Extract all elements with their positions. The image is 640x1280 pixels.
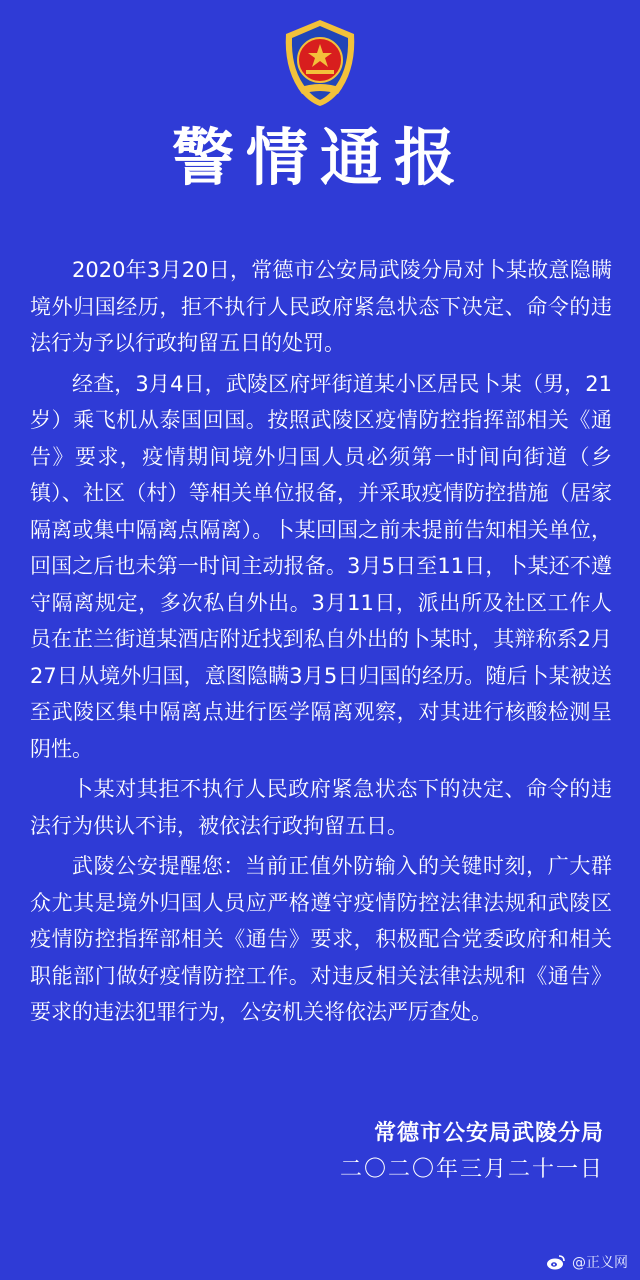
weibo-icon bbox=[546, 1254, 566, 1270]
signature-org: 常德市公安局武陵分局 bbox=[373, 1121, 604, 1146]
watermark-text: @正义网 bbox=[572, 1255, 628, 1271]
signature-block bbox=[340, 1116, 604, 1188]
watermark bbox=[546, 1252, 628, 1272]
paragraph-1: 2020年3月20日，常德市公安局武陵分局对卜某故意隐瞒境外归国经历，拒不执行人民政府紧急状态下决定、命令的违法行为予以行政拘留五日的处罚。 bbox=[30, 258, 612, 355]
signature-date: 二〇二〇年三月二十一日 bbox=[339, 1157, 604, 1182]
notice-body bbox=[30, 252, 612, 1035]
paragraph-3: 卜某对其拒不执行人民政府紧急状态下的决定、命令的违法行为供认不讳，被依法行政拘留五日。 bbox=[30, 777, 612, 838]
paragraph-2: 经查，3月4日，武陵区府坪街道某小区居民卜某（男，21岁）乘飞机从泰国回国。按照武陵区疫情防控指挥部相关《通告》要求，疫情期间境外归国人员必须第一时间向街道（乡镇）、社区（村）等相关单位报备，并采取疫情防控措施（居家隔离或集中隔离点隔离）。卜某回国之前未提前告知相关单位，回国之后也未第一时间主动报备。3月5日至11日，卜某还不遵守隔离规定，多次私自外出。3月11日，派出所及社区工作人员在芷兰街道某酒店附近找到私自外出的卜某时，其辩称系2月27日从境外归国，意图隐瞒3月5日归国的经历。随后卜某被送至武陵区集中隔离点进行医学隔离观察，对其进行核酸检测呈阴性。 bbox=[30, 371, 612, 761]
paragraph-4: 武陵公安提醒您：当前正值外防输入的关键时刻，广大群众尤其是境外归国人员应严格遵守疫情防控法律法规和武陵区疫情防控指挥部相关《通告》要求，积极配合党委政府和相关职能部门做好疫情防控工作。对违反相关法律法规和《通告》要求的违法犯罪行为，公安机关将依法严厉查处。 bbox=[30, 854, 612, 1024]
notice-title: 警情通报 bbox=[171, 121, 468, 194]
police-emblem-icon bbox=[272, 14, 368, 110]
police-emblem bbox=[272, 14, 368, 110]
